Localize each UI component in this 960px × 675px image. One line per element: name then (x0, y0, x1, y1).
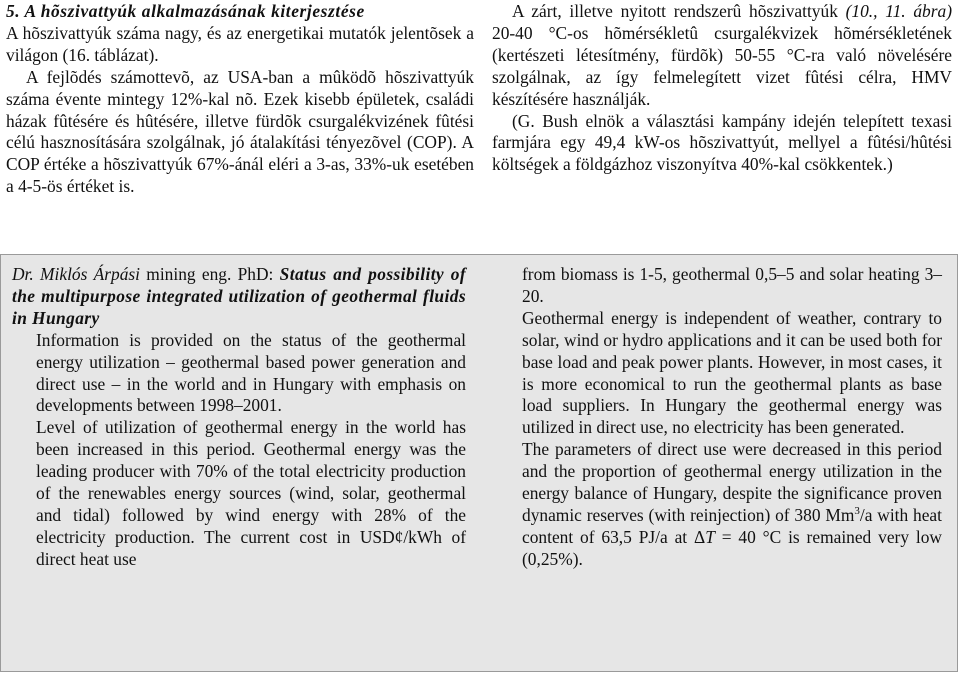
paragraph-heat-pump-count: A hõszivattyúk száma nagy, és az energetikai mutatók jelentõsek a világon (16. táblázat). (6, 22, 474, 65)
parameters-text: The parameters of direct use were decreased in this period and the proportion of geothermal energy utilization in the energy balance of Hungary, despite the significance proven dynamic reserves (with reinjection) of 380 Mm (522, 439, 942, 525)
paragraph-usa-growth: A fejlõdés számottevõ, az USA-ban a mûködõ hõszivattyúk száma évente mintegy 12%-kal nõ. Ezek kisebb épületek, családi házak fûtésére és hûtésére, illetve fürdõk csurgalékvizének fûtési célú hasznosítására szolgálnak, jó átalakítási tényezõvel (COP). A COP értéke a hõszivattyúk 67%-ánál eléri a 3-as, 33%-uk esetében a 4-5-ös értéket is. (6, 66, 474, 197)
temperature-variable: T (705, 526, 715, 547)
abstract-paragraph-1: Information is provided on the status of the geothermal energy utilization – geothermal based power generation and direct use – in the world and in Hungary with emphasis on developments between 1998–2001. (36, 329, 466, 416)
abstract-title: Status and possibility of the multipurpose integrated utilization of geothermal fluids in Hungary (12, 264, 467, 328)
parameters-text-2: /a with heat content of 63,5 PJ/a at Δ (522, 504, 942, 547)
abstract-byline (12, 264, 466, 330)
abstract-paragraph-3: from biomass is 1-5, geothermal 0,5–5 and solar heating 3–20. (522, 264, 942, 306)
abstract-left-column (12, 264, 466, 571)
abstract-paragraph-5 (522, 439, 942, 570)
abstract-paragraph-2: Level of utilization of geothermal energy in the world has been increased in this period. Geothermal energy was the leading producer with 70% of the total electricity production of the renewables energy sources (wind, solar, geothermal and tidal) followed by wind energy with 28% of the electricity production. The current cost in USD¢/kWh of direct heat use (36, 417, 466, 569)
paragraph-closed-open-systems (492, 1, 952, 111)
cubic-superscript: 3 (854, 505, 860, 518)
paragraph-bush-note: (G. Bush elnök a választási kampány idején telepített texasi farmjára egy 49,4 kW-os hõszivattyút, mellyel a fûtési/hûtési költségek a földgázhoz viszonyítva 40%-kal csökkentek.) (492, 110, 952, 175)
closed-open-text: A zárt, illetve nyitott rendszerû hõszivattyúk (512, 1, 846, 21)
parameters-text-3: = 40 °C is remained very low (0,25%). (522, 526, 942, 569)
abstract-paragraph-4: Geothermal energy is independent of weather, contrary to solar, wind or hydro applications and it can be used both for base load and peak power plants. However, in most cases, it is more economical to run the geothermal plants as base load suppliers. In Hungary the geothermal energy was utilized in direct use, no electricity has been generated. (522, 307, 942, 438)
author-name: Dr. Miklós Árpási (12, 264, 141, 284)
hungarian-left-column (6, 1, 474, 198)
author-degree: mining eng. PhD: (140, 264, 280, 284)
abstract-right-column (522, 264, 942, 571)
section-heading: 5. A hõszivattyúk alkalmazásának kiterjesztése (6, 1, 365, 21)
figure-reference: (10., 11. ábra) (845, 1, 952, 21)
hungarian-right-column (492, 1, 952, 176)
closed-open-text-rest: 20-40 °C-os hõmérsékletû csurgalékvizek hõmérsékletének (kertészeti létesítmény, fürdõk) 50-55 °C-ra való növelésére szolgálnak, az így felmelegített vizet fûtési célra, HMV készítésére használják. (492, 22, 952, 109)
